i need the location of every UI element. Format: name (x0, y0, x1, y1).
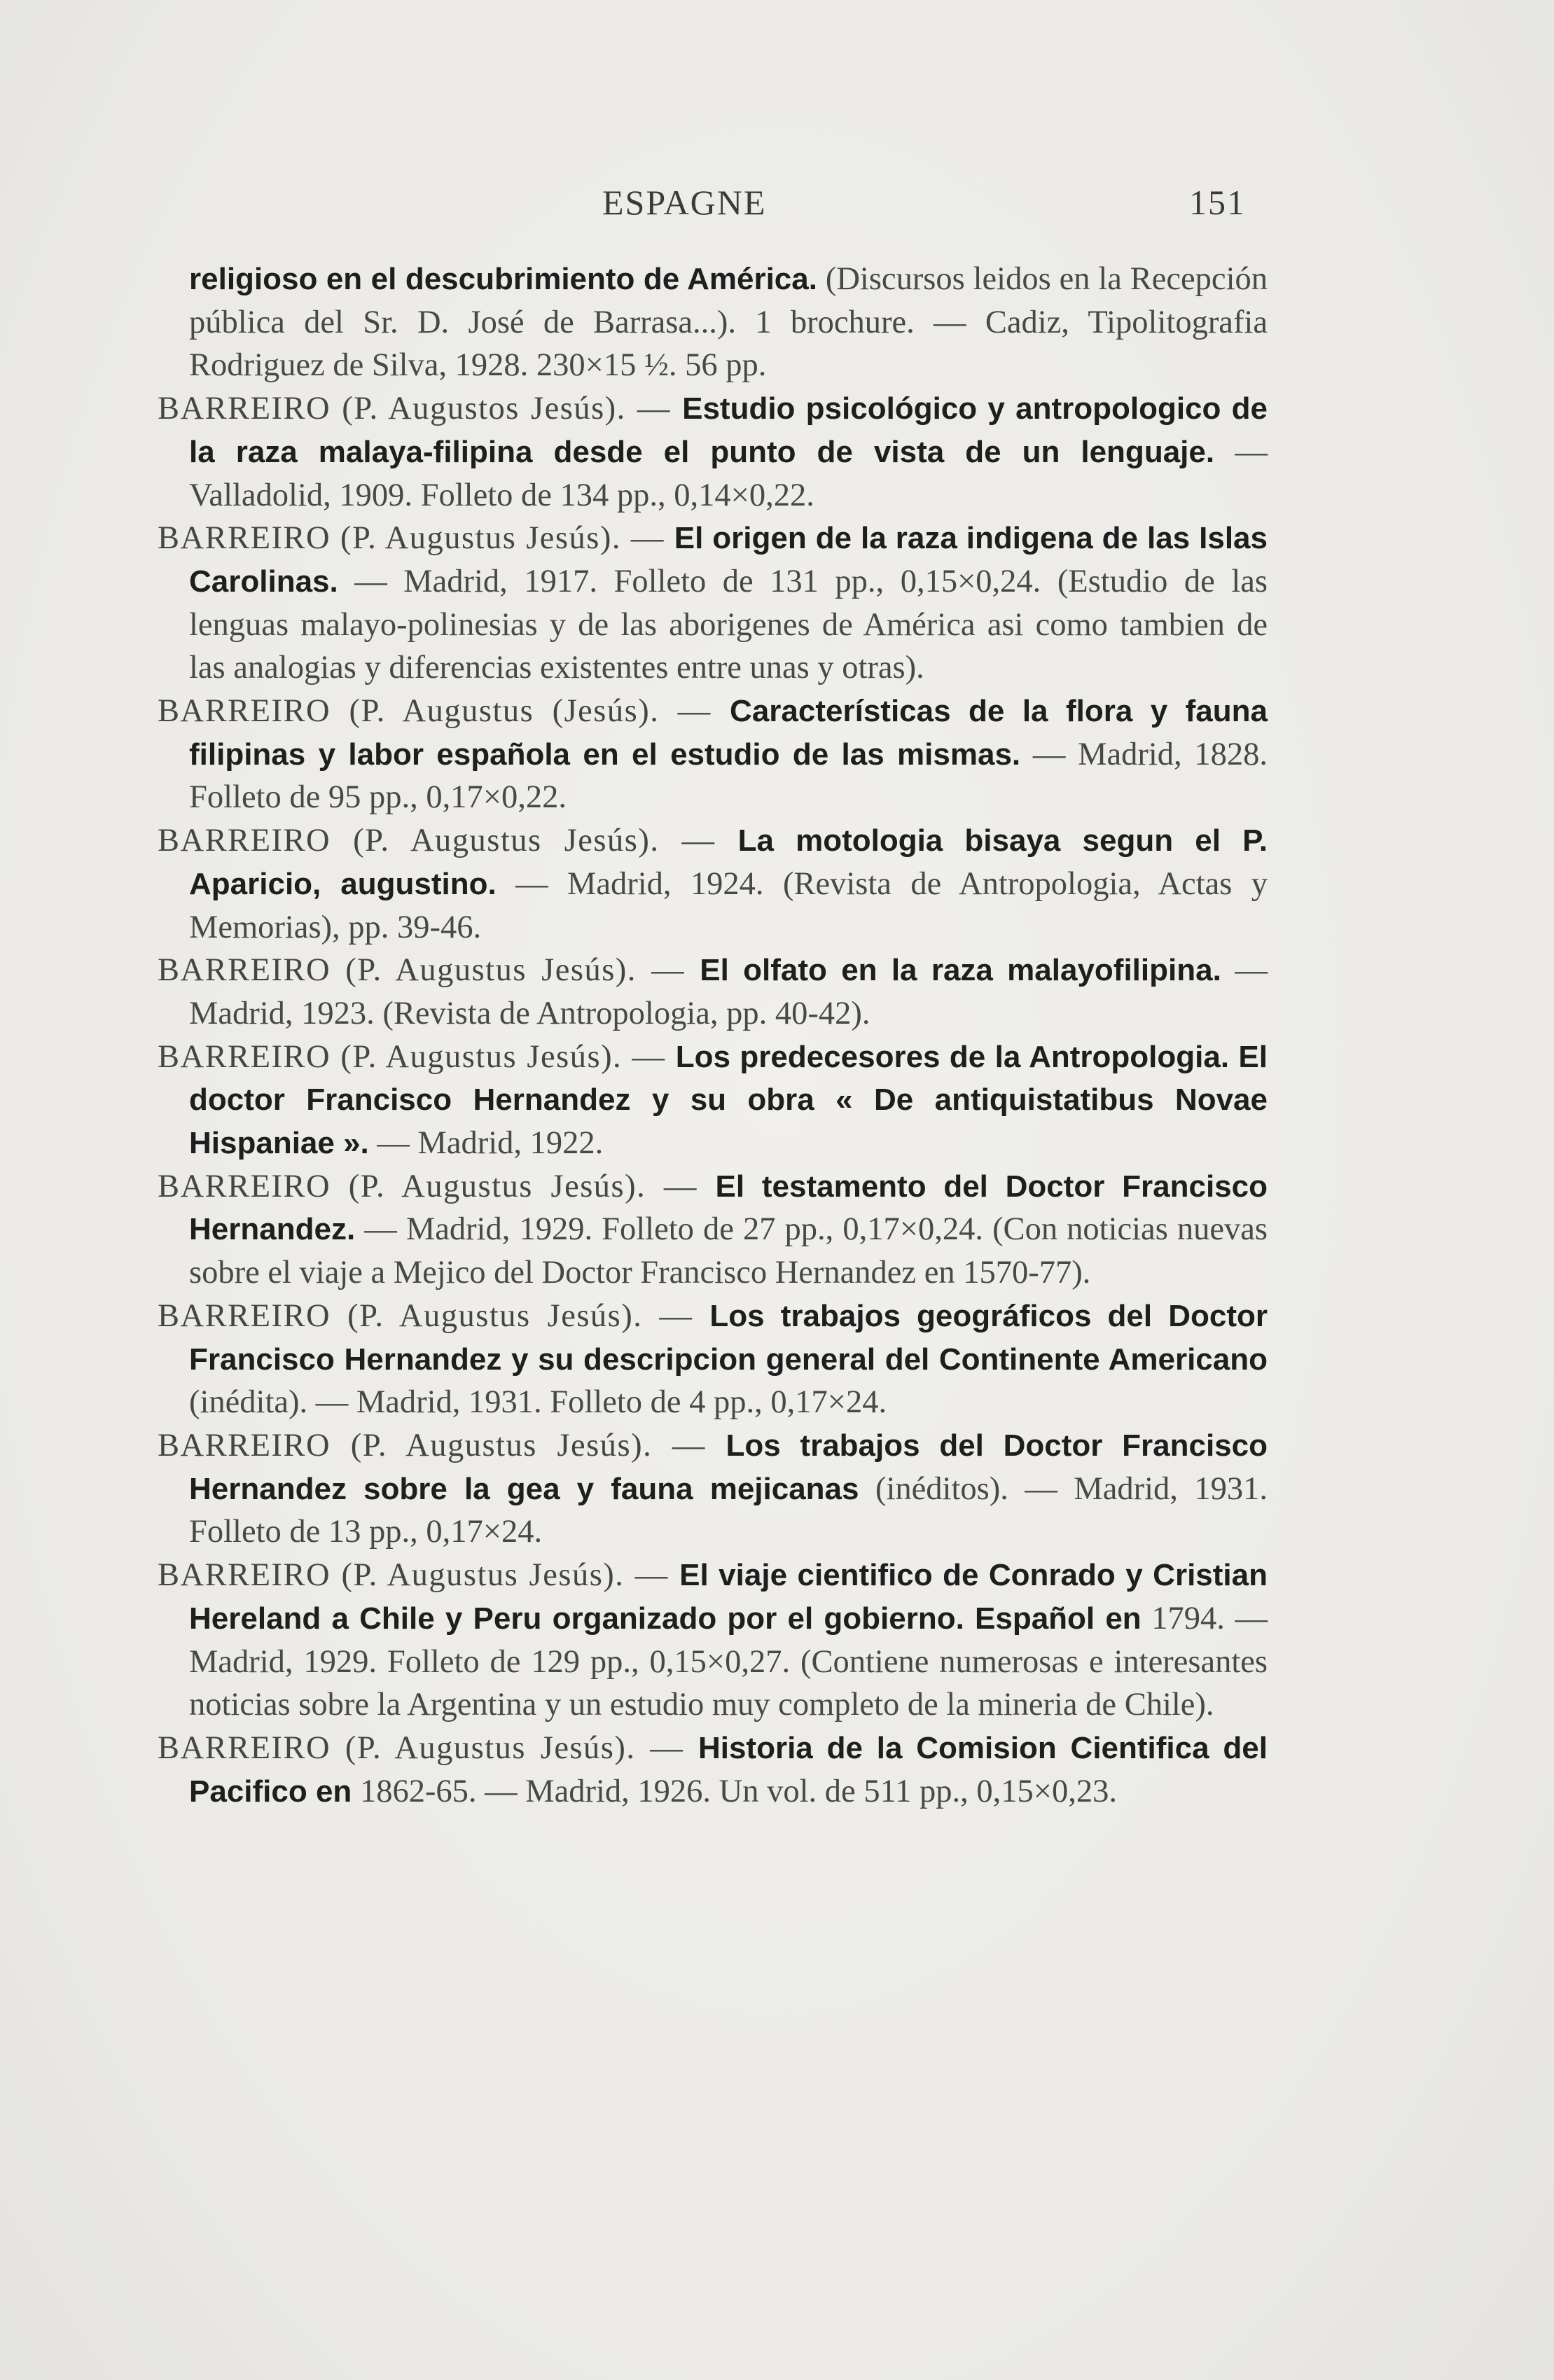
bibliography-entry (158, 387, 1268, 517)
bibliography-entry (158, 517, 1268, 690)
entry-title: Los trabajos del Doctor Francisco Hernandez sobre la gea y fauna mejicanas (189, 1428, 1268, 1506)
entry-details: — Madrid, 1924. (Revista de Antropologia, Actas y Memorias), pp. 39-46. (189, 865, 1268, 945)
running-title: ESPAGNE (602, 183, 767, 222)
entry-author: BARREIRO (P. Augustus Jesús). — (158, 520, 674, 557)
entry-title: El olfato en la raza malayofilipina. (700, 953, 1221, 988)
bibliography-entry (158, 949, 1268, 1035)
entry-author: BARREIRO (P. Augustus Jesús). — (158, 1168, 716, 1204)
entry-details: — Madrid, 1923. (Revista de Antropologia, pp. 40-42). (189, 952, 1268, 1031)
entry-details: — Madrid, 1917. Folleto de 131 pp., 0,15×0,24. (Estudio de las lenguas malayo-polinesias y de las aborigenes de América asi como tambien de las analogias y diferencias existentes entre unas y otras). (189, 563, 1268, 686)
entry-author: BARREIRO (P. Augustus (Jesús). — (158, 693, 730, 730)
entry-title: Características de la flora y fauna filipinas y labor española en el estudio de las mismas. (189, 694, 1268, 772)
entry-author: BARREIRO (P. Augustus Jesús). — (158, 1297, 710, 1334)
entry-details: — Madrid, 1922. (368, 1125, 604, 1162)
page-number: 151 (1189, 183, 1246, 222)
entry-author: BARREIRO (P. Augustus Jesús). — (158, 1427, 726, 1463)
entry-title: La motologia bisaya segun el P. Aparicio, augustino. (189, 823, 1268, 901)
entry-author: BARREIRO (P. Augustus Jesús). — (158, 952, 700, 989)
entry-title: El viaje cientifico de Conrado y Cristian Hereland a Chile y Peru organizado por el gobierno. Español en (189, 1558, 1268, 1636)
bibliography-entry (158, 258, 1268, 387)
bibliography-list (158, 258, 1268, 1813)
entry-details: (Discursos leidos en la Recepción pública del Sr. D. José de Barrasa...). 1 brochure. — Cadiz, Tipolitografia Rodriguez de Silva, 1928. 230×15 ½. 56 pp. (189, 261, 1268, 384)
bibliography-entry (158, 1295, 1268, 1424)
entry-details: — Madrid, 1929. Folleto de 27 pp., 0,17×0,24. (Con noticias nuevas sobre el viaje a Mejico del Doctor Francisco Hernandez en 1570-77). (189, 1211, 1268, 1291)
entry-author: BARREIRO (P. Augustus Jesús). — (158, 823, 738, 859)
entry-title: El origen de la raza indigena de las Islas Carolinas. (189, 521, 1268, 599)
bibliography-entry (158, 819, 1268, 949)
entry-details: 1794. — Madrid, 1929. Folleto de 129 pp., 0,15×0,27. (Contiene numerosas e interesantes noticias sobre la Argentina y un estudio muy completo de la mineria de Chile). (189, 1600, 1268, 1723)
page-header (0, 182, 1554, 231)
entry-details: 1862-65. — Madrid, 1926. Un vol. de 511 pp., 0,15×0,23. (352, 1773, 1117, 1809)
bibliography-entry (158, 1424, 1268, 1554)
entry-details: — Valladolid, 1909. Folleto de 134 pp., 0,14×0,22. (189, 433, 1268, 513)
entry-author: BARREIRO (P. Augustus Jesús). — (158, 1038, 676, 1075)
entry-title: El testamento del Doctor Francisco Hernandez. (189, 1169, 1268, 1247)
entry-details: (inédita). — Madrid, 1931. Folleto de 4 pp., 0,17×24. (189, 1384, 887, 1421)
entry-author: BARREIRO (P. Augustus Jesús). — (158, 1557, 680, 1594)
entry-title: religioso en el descubrimiento de América. (189, 262, 817, 296)
bibliography-entry (158, 690, 1268, 819)
bibliography-entry (158, 1554, 1268, 1727)
bibliography-entry (158, 1165, 1268, 1295)
entry-author: BARREIRO (P. Augustos Jesús). — (158, 391, 683, 427)
entry-details: — Madrid, 1828. Folleto de 95 pp., 0,17×0,22. (189, 736, 1268, 816)
entry-title: Los predecesores de la Antropologia. El doctor Francisco Hernandez y su obra « De antiquistatibus Novae Hispaniae ». (189, 1039, 1268, 1161)
entry-title: Los trabajos geográficos del Doctor Francisco Hernandez y su descripcion general del Continente Americano (189, 1298, 1268, 1377)
entry-details: (inéditos). — Madrid, 1931. Folleto de 13 pp., 0,17×24. (189, 1470, 1268, 1550)
entry-title: Estudio psicológico y antropologico de la raza malaya-filipina desde el punto de vista de un lenguaje. (189, 391, 1268, 469)
entry-title: Historia de la Comision Cientifica del Pacifico en (189, 1730, 1268, 1809)
entry-author: BARREIRO (P. Augustus Jesús). — (158, 1730, 698, 1766)
bibliography-entry (158, 1727, 1268, 1813)
bibliography-entry (158, 1036, 1268, 1165)
